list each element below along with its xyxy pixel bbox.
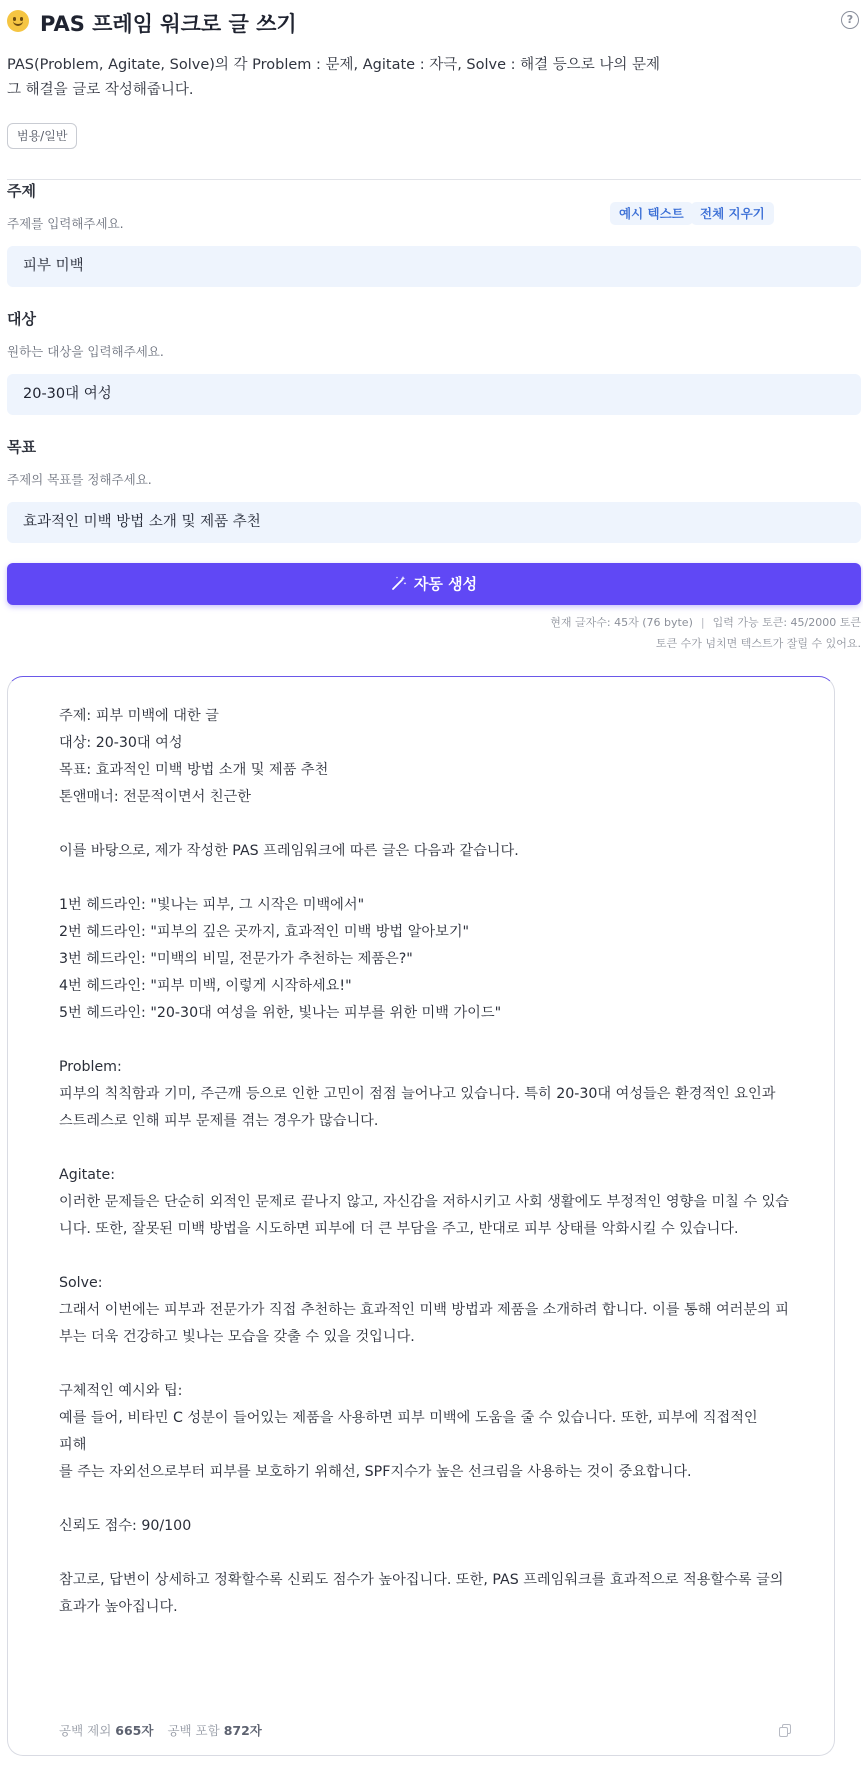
help-icon[interactable]: ? — [841, 11, 859, 29]
page-description — [7, 53, 707, 103]
auto-generate-label: 자동 생성 — [413, 575, 478, 593]
topic-hint: 주제를 입력해주세요. — [7, 216, 124, 231]
result-stats — [59, 1721, 262, 1739]
page-title: PAS 프레임 워크로 글 쓰기 — [40, 12, 297, 36]
audience-label: 대상 — [7, 310, 36, 328]
goal-hint: 주제의 목표를 정해주세요. — [7, 472, 152, 487]
page-header — [7, 8, 861, 38]
description-line-1: PAS(Problem, Agitate, Solve)의 각 Problem : 문제, Agitate : 자극, Solve : 해결 등으로 나의 문제 — [7, 57, 661, 73]
clear-all-button[interactable]: 전체 지우기 — [691, 202, 774, 225]
no-space-label: 공백 제외 — [59, 1723, 112, 1738]
result-text[interactable]: 주제: 피부 미백에 대한 글 대상: 20-30대 여성 목표: 효과적인 미백 방법 소개 및 제품 추천 톤앤매너: 전문적이면서 친근한 이를 바탕으로, 제가 작성한 PAS 프레임워크에 따른 글은 다음과 같습니다. 1번 헤드라인: "빛나는 피부, 그 시작은 미백에서" 2번 헤드라인: "피부의 깊은 곳까지, 효과적인 미백 방법 알아보기" 3번 헤드라인: "미백의 비밀, 전문가가 추천하는 제품은?" 4번 헤드라인: "피부 미백, 이렇게 시작하세요!" 5번 헤드라인: "20-30대 여성을 위한, 빛나는 피부를 위한 미백 가이드" Problem: 피부의 칙칙함과 기미, 주근깨 등으로 인한 고민이 점점 늘어나고 있습니다. 특히 20-30대 여성들은 환경적인 요인과 스트레스로 인해 피부 문제를 겪는 경우가 많습니다. Agitate: 이러한 문제들은 단순히 외적인 문제로 끝나지 않고, 자신감을 저하시키고 사회 생활에도 부정적인 영향을 미칠 수 있습 니다. 또한, 잘못된 미백 방법을 시도하면 피부에 더 큰 부담을 주고, 반대로 피부 상태를 악화시킬 수 있습니다. Solve: 그래서 이번에는 피부과 전문가가 직접 추천하는 효과적인 미백 방법과 제품을 소개하려 합니다. 이를 통해 여러분의 피 부는 더욱 건강하고 빛나는 모습을 갖출 수 있을 것입니다. 구체적인 예시와 팁: 예를 들어, 비타민 C 성분이 들어있는 제품을 사용하면 피부 미백에 도움을 줄 수 있습니다. 또한, 피부에 직접적인 피해 를 주는 자외선으로부터 피부를 보호하기 위해선, SPF지수가 높은 선크림을 사용하는 것이 중요합니다. 신뢰도 점수: 90/100 참고로, 답변이 상세하고 정확할수록 신뢰도 점수가 높아집니다. 또한, PAS 프레임워크를 효과적으로 적용할수록 글의 효과가 높아집니다. — [59, 708, 790, 1615]
topic-label: 주제 — [7, 182, 36, 200]
audience-hint: 원하는 대상을 입력해주세요. — [7, 344, 164, 359]
category-tag: 범용/일반 — [7, 123, 77, 149]
topic-input[interactable]: 피부 미백 — [7, 246, 861, 287]
no-space-count: 665자 — [115, 1723, 154, 1738]
goal-label: 목표 — [7, 438, 36, 456]
token-note: 토큰 수가 넘치면 텍스트가 잘릴 수 있어요. — [655, 637, 861, 650]
char-count: 현재 글자수: 45자 (76 byte) — [550, 616, 693, 629]
with-space-count: 872자 — [223, 1723, 262, 1738]
auto-generate-button[interactable] — [7, 563, 861, 605]
smiley-emoji-icon — [7, 10, 29, 32]
example-text-button[interactable]: 예시 텍스트 — [610, 202, 693, 225]
counter-row: 현재 글자수: 45자 (76 byte) | 입력 가능 토큰: 45/2000 토큰 — [550, 616, 861, 629]
section-divider — [7, 179, 861, 180]
description-line-2: 그 해결을 글로 작성해줍니다. — [7, 82, 194, 98]
with-space-label: 공백 포함 — [167, 1723, 220, 1738]
magic-wand-icon — [391, 575, 407, 591]
token-count: 입력 가능 토큰: 45/2000 토큰 — [712, 616, 861, 629]
copy-icon[interactable] — [779, 1724, 791, 1737]
audience-input[interactable]: 20-30대 여성 — [7, 374, 861, 415]
result-panel — [7, 676, 835, 1756]
goal-input[interactable]: 효과적인 미백 방법 소개 및 제품 추천 — [7, 502, 861, 543]
